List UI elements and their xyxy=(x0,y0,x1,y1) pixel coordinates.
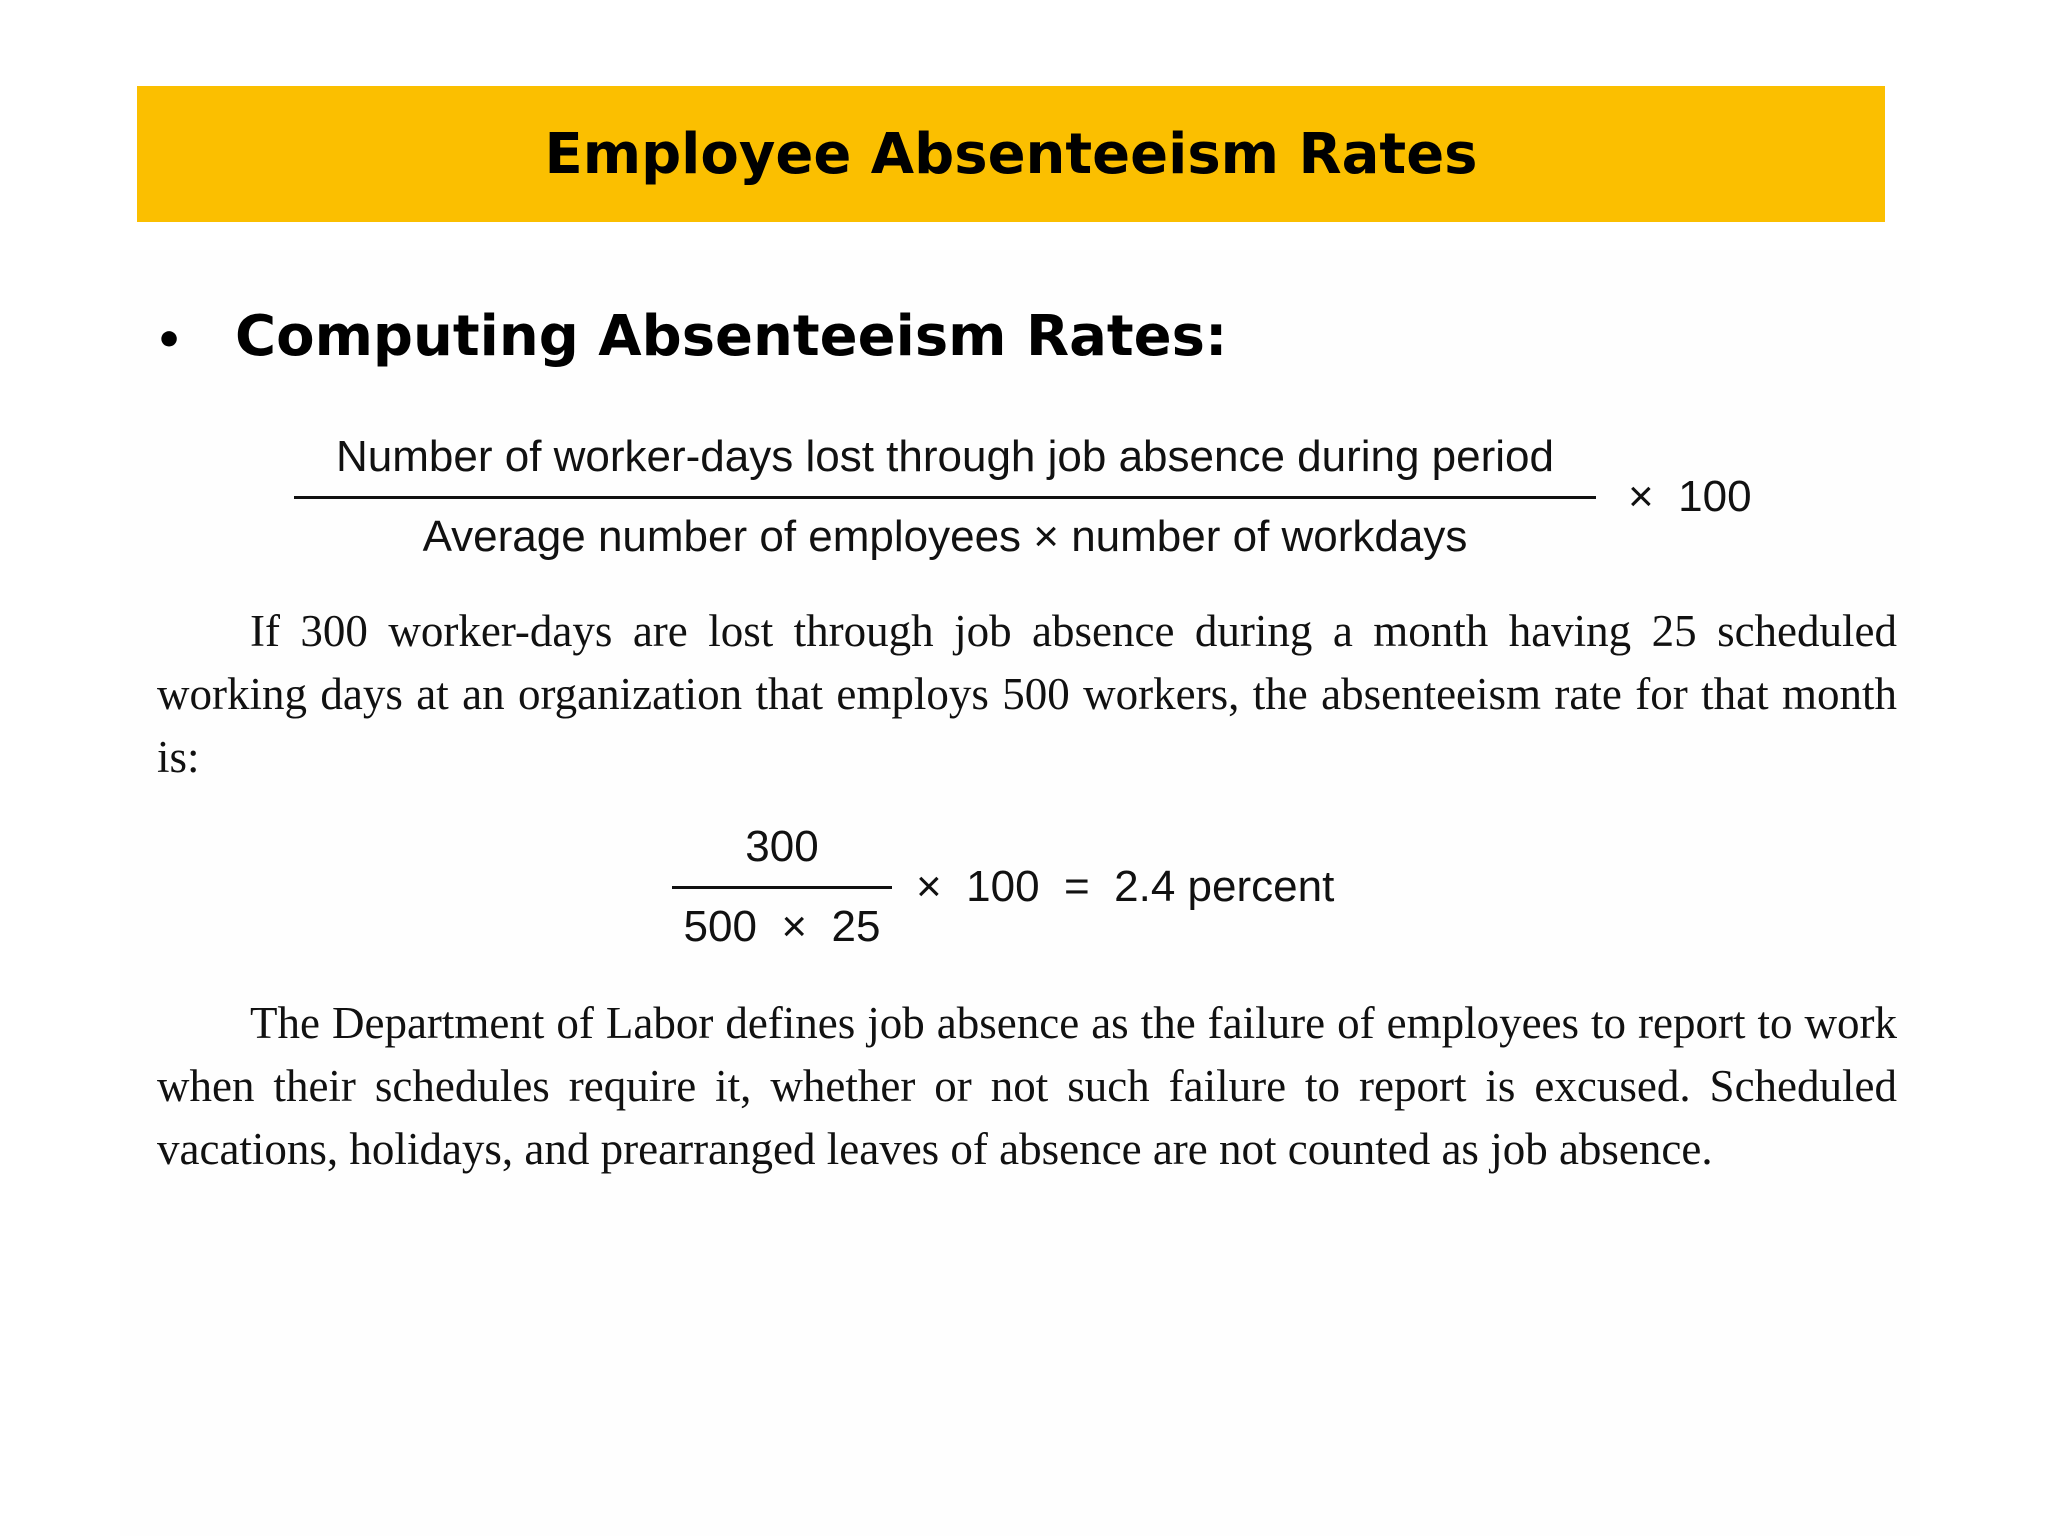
bullet-text: Computing Absenteeism Rates: xyxy=(235,304,1228,369)
example-formula xyxy=(668,822,1428,962)
bullet-icon: • xyxy=(155,315,184,366)
formula-denominator: Average number of employees × number of workdays xyxy=(422,512,1468,561)
definition-paragraph: The Department of Labor defines job absence as the failure of employees to report to work when their schedules require it, whether or not such failure to report is excused. Scheduled vacations, holidays, and prearranged leaves of absence are not counted as job absence. xyxy=(157,998,1897,1174)
absenteeism-formula xyxy=(290,432,1800,572)
formula-numerator: Number of worker-days lost through job absence during period xyxy=(336,432,1554,481)
title-banner xyxy=(137,86,1885,222)
slide-title: Employee Absenteeism Rates xyxy=(544,121,1478,187)
bullet-item xyxy=(155,304,1227,369)
example-result: × 100 = 2.4 percent xyxy=(916,862,1335,911)
example-paragraph: If 300 worker-days are lost through job absence during a month having 25 scheduled working days at an organization that employs 500 workers, the absenteeism rate for that month is: xyxy=(157,606,1897,782)
formula-multiplier: × 100 xyxy=(1628,472,1752,521)
example-numerator: 300 xyxy=(745,822,819,871)
example-denominator: 500 × 25 xyxy=(683,902,881,951)
example-fraction-bar xyxy=(672,886,892,889)
fraction-bar xyxy=(294,496,1596,499)
